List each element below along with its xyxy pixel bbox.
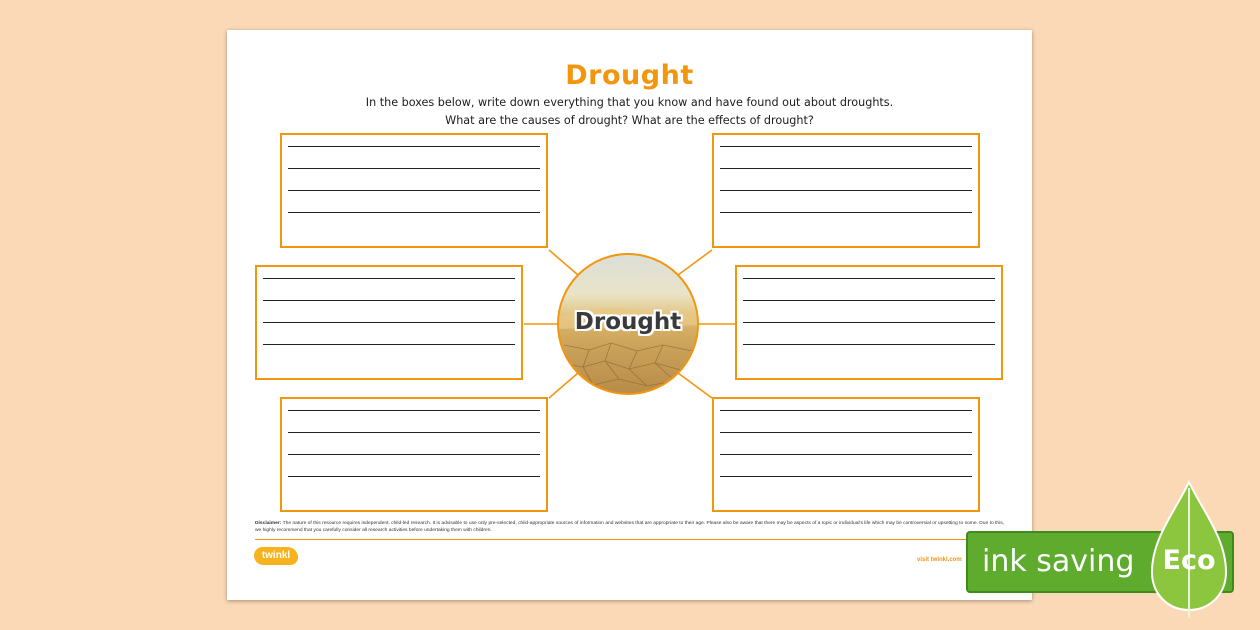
worksheet-page xyxy=(227,30,1032,600)
drought-centre-label: Drought xyxy=(574,309,682,335)
writing-box-top-left[interactable] xyxy=(280,133,548,248)
writing-box-bottom-right[interactable] xyxy=(712,397,980,512)
eco-label: Eco xyxy=(1162,545,1216,576)
footer-divider xyxy=(255,539,1010,540)
ink-saving-label: ink saving xyxy=(982,544,1135,579)
twinkl-logo: twinkl xyxy=(254,547,298,565)
disclaimer-text: The nature of this resource requires independent, child-led research. It is advisable to use only pre-selected, child-appropriate sources of information and websites that are appropriate to their age. Please also be aware that there may be aspects of a topic or individual's life which may be controversial or upsetting to some. Due to this, we highly recommend that you carefully consider all research activities before undertaking them with children. xyxy=(255,521,1004,533)
drought-image-circle xyxy=(557,253,699,395)
disclaimer xyxy=(255,521,1010,534)
visit-link[interactable]: visit twinkl.com xyxy=(917,557,962,563)
disclaimer-label: Disclaimer: xyxy=(255,521,282,526)
writing-box-middle-left[interactable] xyxy=(255,265,523,380)
writing-box-top-right[interactable] xyxy=(712,133,980,248)
writing-box-middle-right[interactable] xyxy=(735,265,1003,380)
instruction-line-2: What are the causes of drought? What are the effects of drought? xyxy=(445,114,814,127)
worksheet-title: Drought xyxy=(565,60,694,91)
writing-box-bottom-left[interactable] xyxy=(280,397,548,512)
instruction-line-1: In the boxes below, write down everything that you know and have found out about droughts. xyxy=(365,96,894,109)
